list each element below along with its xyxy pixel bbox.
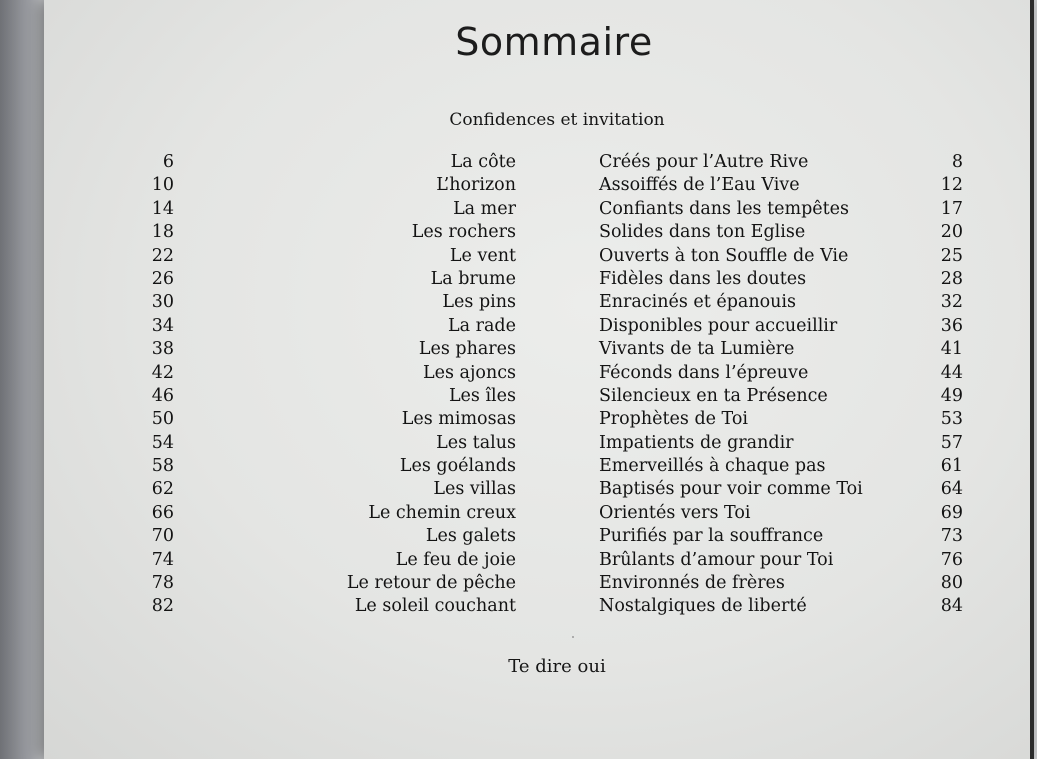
left-page-number: 58 (151, 456, 174, 477)
right-page-number: 28 (940, 268, 963, 289)
place-title: Le chemin creux (368, 502, 516, 523)
place-title: Les villas (433, 479, 516, 500)
section-closing: Te dire oui (508, 656, 606, 677)
place-title: Les rochers (411, 222, 516, 243)
toc-row (0, 503, 1037, 526)
page-title: Sommaire (455, 20, 653, 64)
right-page-number: 12 (940, 175, 963, 196)
place-title: Le feu de joie (395, 549, 516, 570)
left-page-number: 38 (151, 339, 174, 360)
left-page-number: 34 (151, 315, 174, 336)
left-page-number: 66 (151, 502, 174, 523)
right-page-number: 32 (940, 292, 963, 313)
section-intro: Confidences et invitation (449, 110, 665, 130)
theme-title: Vivants de ta Lumière (599, 339, 795, 360)
left-page-number: 62 (151, 479, 174, 500)
right-page-number: 8 (951, 152, 963, 172)
toc-row (0, 316, 1037, 339)
right-page-number: 17 (940, 198, 963, 219)
theme-title: Fidèles dans les doutes (599, 268, 807, 289)
place-title: L’horizon (436, 175, 516, 196)
left-page-number: 46 (151, 385, 174, 406)
place-title: Les ajoncs (423, 362, 516, 383)
theme-title: Brûlants d’amour pour Toi (599, 549, 834, 570)
place-title: Les talus (436, 432, 516, 453)
theme-title: Impatients de grandir (599, 432, 794, 453)
place-title: Le soleil couchant (354, 596, 516, 617)
left-page-number: 26 (151, 268, 174, 289)
right-page-number: 49 (940, 385, 963, 406)
right-page-number: 53 (940, 409, 963, 430)
right-page-number: 44 (940, 362, 963, 383)
left-page-number: 14 (151, 198, 174, 219)
place-title: Les galets (425, 526, 516, 547)
right-page-number: 57 (940, 432, 963, 453)
toc-row (0, 339, 1037, 362)
left-page-number: 54 (151, 432, 174, 453)
right-page-number: 80 (940, 573, 963, 594)
left-page-number: 42 (151, 362, 174, 383)
place-title: La côte (450, 152, 516, 172)
theme-title: Prophètes de Toi (599, 409, 749, 430)
place-title: La rade (448, 315, 516, 336)
left-page-number: 70 (151, 526, 174, 547)
left-page-number: 6 (162, 152, 174, 172)
theme-title: Baptisés pour voir comme Toi (599, 479, 863, 500)
left-page-number: 18 (151, 222, 174, 243)
toc-row (0, 175, 1037, 198)
place-title: La mer (453, 198, 516, 219)
toc-row (0, 479, 1037, 502)
toc-row (0, 573, 1037, 596)
place-title: Les pins (442, 292, 516, 313)
theme-title: Silencieux en ta Présence (599, 385, 828, 406)
right-page-number: 41 (940, 339, 963, 360)
theme-title: Orientés vers Toi (599, 502, 751, 523)
theme-title: Ouverts à ton Souffle de Vie (599, 245, 849, 266)
toc-row (0, 386, 1037, 409)
theme-title: Féconds dans l’épreuve (599, 362, 809, 383)
place-title: Le retour de pêche (346, 573, 516, 594)
left-page-number: 78 (151, 573, 174, 594)
toc-row (0, 269, 1037, 292)
right-page-number: 61 (940, 456, 963, 477)
toc-row (0, 456, 1037, 479)
place-title: Les phares (418, 339, 516, 360)
theme-title: Assoiffés de l’Eau Vive (599, 175, 800, 196)
theme-title: Solides dans ton Eglise (599, 222, 806, 243)
right-page-number: 73 (940, 526, 963, 547)
toc-row (0, 292, 1037, 315)
theme-title: Créés pour l’Autre Rive (599, 152, 809, 172)
left-page-number: 82 (151, 596, 174, 617)
right-page-number: 69 (940, 502, 963, 523)
place-title: Les îles (448, 385, 516, 406)
theme-title: Purifiés par la souffrance (599, 526, 824, 547)
toc-row (0, 363, 1037, 386)
paper-speck (572, 636, 574, 638)
toc-row (0, 550, 1037, 573)
left-page-number: 74 (151, 549, 174, 570)
left-page-number: 50 (151, 409, 174, 430)
right-page-number: 20 (940, 222, 963, 243)
theme-title: Environnés de frères (599, 573, 785, 594)
theme-title: Enracinés et épanouis (599, 292, 797, 313)
left-page-number: 30 (151, 292, 174, 313)
toc-row (0, 246, 1037, 269)
place-title: La brume (430, 268, 516, 289)
theme-title: Nostalgiques de liberté (599, 596, 807, 617)
right-page-number: 36 (940, 315, 963, 336)
right-page-number: 25 (940, 245, 963, 266)
left-page-number: 22 (151, 245, 174, 266)
toc-row (0, 222, 1037, 245)
toc-row (0, 596, 1037, 619)
toc-row (0, 409, 1037, 432)
theme-title: Disponibles pour accueillir (599, 315, 838, 336)
right-page-number: 76 (940, 549, 963, 570)
table-of-contents (0, 152, 1037, 620)
place-title: Le vent (449, 245, 516, 266)
right-page-number: 84 (940, 596, 963, 617)
theme-title: Emerveillés à chaque pas (599, 456, 826, 477)
toc-row (0, 199, 1037, 222)
place-title: Les mimosas (401, 409, 516, 430)
theme-title: Confiants dans les tempêtes (599, 198, 850, 219)
toc-row (0, 526, 1037, 549)
toc-row (0, 433, 1037, 456)
left-page-number: 10 (151, 175, 174, 196)
toc-row (0, 152, 1037, 175)
right-page-number: 64 (940, 479, 963, 500)
place-title: Les goélands (399, 456, 516, 477)
